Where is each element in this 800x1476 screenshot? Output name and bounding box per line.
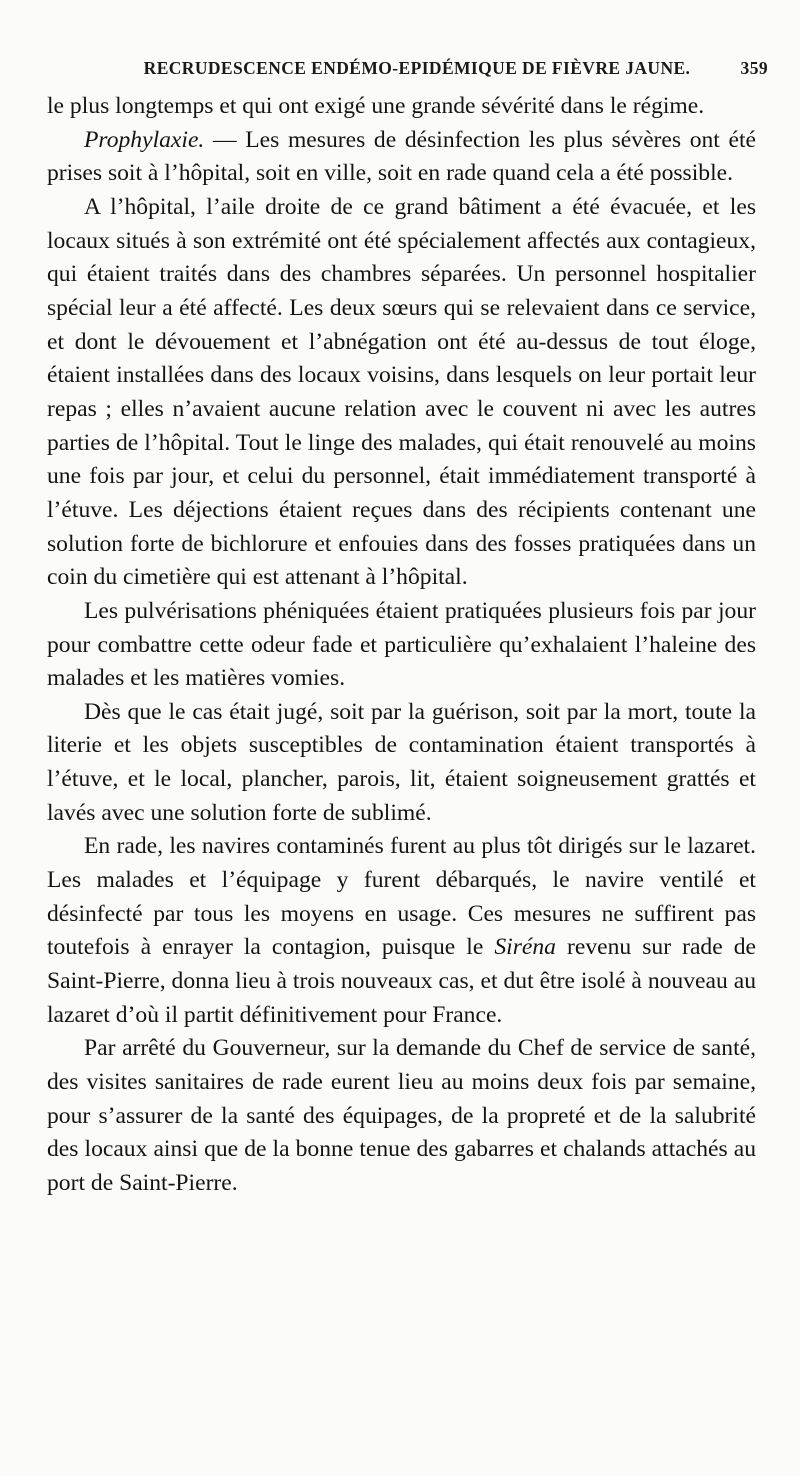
running-header [94,58,768,79]
paragraph-7: Par arrêté du Gouverneur, sur la demande du Chef de service de santé, des visites sanitaires de rade eurent lieu au moins deux fois par semaine, pour s’assurer de la santé des équipages, de la propreté et de la salubrité des locaux ainsi que de la bonne tenue des gabarres et chalands attachés au port de Saint-Pierre. [47,1035,756,1196]
paragraph-6-text-b: revenu sur rade de Saint-Pierre, donna lieu à trois nouveaux cas, et dut être isolé à nouveau au lazaret d’où il partit définitivement pour France. [47,934,756,1028]
running-title: RECRUDESCENCE ENDÉMO-EPIDÉMIQUE DE FIÈVRE JAUNE. [143,58,691,78]
page-number: 359 [740,58,768,78]
paragraph-3: A l’hôpital, l’aile droite de ce grand bâtiment a été évacuée, et les locaux situés à son extrémité ont été spécialement affectés aux contagieux, qui étaient traités dans des chambres séparées. Un personnel hospitalier spécial leur a été affecté. Les deux sœurs qui se relevaient dans ce service, et dont le dévouement et l’abnégation ont été au-dessus de tout éloge, étaient installées dans des locaux voisins, dans lesquels on leur portait leur repas ; elles n’avaient aucune relation avec le couvent ni avec les autres parties de l’hôpital. Tout le linge des malades, qui était renouvelé au moins une fois par jour, et celui du personnel, était immédiatement transporté à l’étuve. Les déjections étaient reçues dans des récipients contenant une solution forte de bichlorure et enfouies dans des fosses pratiquées dans un coin du cimetière qui est attenant à l’hôpital. [47,193,756,591]
paragraph-2-text: — Les mesures de désinfection les plus sévères ont été prises soit à l’hôpital, soit en ville, soit en rade quand cela a été possible. [47,126,756,187]
paragraph-6-text-a: En rade, les navires contaminés furent au plus tôt dirigés sur le lazaret. Les malades et l’équipage y furent débarqués, le navire ventilé et désinfecté par tous les moyens en usage. Ces mesures ne suffirent pas toutefois à enrayer la contagion, puisque le [47,833,756,961]
paragraph-2 [47,124,756,191]
paragraph-6 [47,830,756,1032]
body-text [47,90,756,1201]
section-heading-prophylaxie: Prophylaxie. [84,126,205,153]
ship-name: Siréna [494,934,556,961]
paragraph-5: Dès que le cas était jugé, soit par la guérison, soit par la mort, toute la literie et les objets susceptibles de contamination étaient transportés à l’étuve, et le local, plancher, parois, lit, étaient soigneusement grattés et lavés avec une solution forte de sublimé. [47,698,756,826]
paragraph-4: Les pulvérisations phéniquées étaient pratiquées plusieurs fois par jour pour combattre cette odeur fade et particulière qu’exhalaient l’haleine des malades et les matières vomies. [47,597,756,692]
paragraph-1: le plus longtemps et qui ont exigé une grande sévérité dans le régime. [47,93,705,119]
